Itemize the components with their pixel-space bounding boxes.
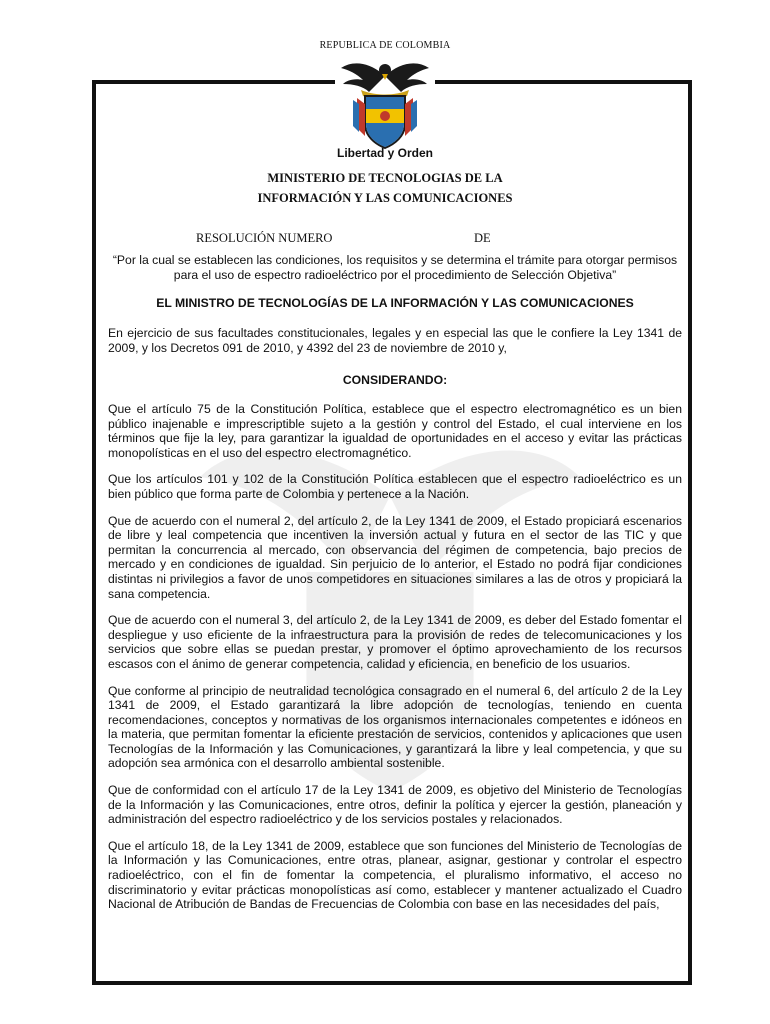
country-header: REPUBLICA DE COLOMBIA	[319, 40, 451, 51]
authority-heading: EL MINISTRO DE TECNOLOGÍAS DE LA INFORMACIÓN Y LAS COMUNICACIONES	[156, 296, 634, 310]
preamble-paragraph	[108, 326, 682, 367]
resolution-date-label: DE	[474, 231, 491, 245]
ministry-name-line1: MINISTERIO DE TECNOLOGIAS DE LA	[267, 171, 503, 185]
considerando-body	[108, 402, 682, 924]
paragraph-5: Que conforme al principio de neutralidad tecnológica consagrado en el numeral 6, del artículo 2 de la Ley 1341 de 2009, el Estado garantizará la libre adopción de tecnologías, teniendo en cuenta recomendaciones, conceptos y normativas de los organismos internacionales competentes e idóneos en la materia, que permitan fomentar la eficiente prestación de servicios, contenidos y aplicaciones que usen Tecnologías de la Información y las Comunicaciones, y garantizará la libre y leal competencia, y que su adopción sea armónica con el desarrollo ambiental sostenible.	[108, 683, 682, 771]
preamble-text: En ejercicio de sus facultades constitucionales, legales y en especial las que le confiere la Ley 1341 de 2009, y los Decretos 091 de 2010, y 4392 del 23 de noviembre de 2010 y,	[108, 326, 682, 355]
paragraph-7: Que el artículo 18, de la Ley 1341 de 2009, establece que son funciones del Ministerio de Tecnologías de la Información y las Comunicaciones, entre otras, planear, asignar, gestionar y controlar el espectro radioeléctrico, con el fin de fomentar la competencia, el pluralismo informativo, el acceso no discriminatorio y evitar prácticas monopolísticas así como, establecer y mantener actualizado el Cuadro Nacional de Atribución de Bandas de Frecuencias de Colombia con base en las necesidades del país,	[108, 838, 682, 912]
considerando-heading: CONSIDERANDO:	[342, 373, 448, 387]
motto-text: Libertad y Orden	[336, 146, 434, 160]
paragraph-2: Que los artículos 101 y 102 de la Constitución Política establecen que el espectro radioeléctrico es un bien público que forma parte de Colombia y pertenece a la Nación.	[108, 472, 682, 501]
paragraph-3: Que de acuerdo con el numeral 2, del artículo 2, de la Ley 1341 de 2009, el Estado propiciará escenarios de libre y leal competencia que incentiven la inversión actual y futura en el sector de las TIC y que permitan la concurrencia al mercado, con observancia del régimen de competencia, bajo precios de mercado y en condiciones de igualdad. Sin perjuicio de lo anterior, el Estado no podrá fijar condiciones distintas ni privilegios a favor de unos competidores en situaciones similares a las de otros y propiciará la sana competencia.	[108, 513, 682, 601]
paragraph-4: Que de acuerdo con el numeral 3, del artículo 2, de la Ley 1341 de 2009, es deber del Estado fomentar el despliegue y uso eficiente de la infraestructura para la provisión de redes de telecomunicaciones y los servicios que sobre ellas se puedan prestar, y promover el óptimo aprovechamiento de los recursos escasos con el ánimo de generar competencia, calidad y eficiencia, en beneficio de los usuarios.	[108, 613, 682, 671]
resolution-subject: “Por la cual se establecen las condiciones, los requisitos y se determina el trámite para otorgar permisos para el uso de espectro radioeléctrico por el procedimiento de Selección Objetiva”	[112, 253, 678, 282]
resolution-number-label: RESOLUCIÓN NUMERO	[196, 231, 333, 245]
ministry-name-line2: INFORMACIÓN Y LAS COMUNICACIONES	[257, 191, 513, 205]
paragraph-1: Que el artículo 75 de la Constitución Política, establece que el espectro electromagnético es un bien público inajenable e imprescriptible sujeto a la gestión y control del Estado, el cual interviene en los términos que fije la ley, para garantizar la igualdad de oportunidades en el acceso y evitar las prácticas monopolísticas en el uso del espectro electromagnético.	[108, 402, 682, 460]
paragraph-6: Que de conformidad con el artículo 17 de la Ley 1341 de 2009, es objetivo del Ministerio de Tecnologías de la Información y las Comunicaciones, entre otros, definir la política y ejercer la gestión, planeación y administración del espectro radioeléctrico y de los servicios postales y relacionados.	[108, 783, 682, 827]
